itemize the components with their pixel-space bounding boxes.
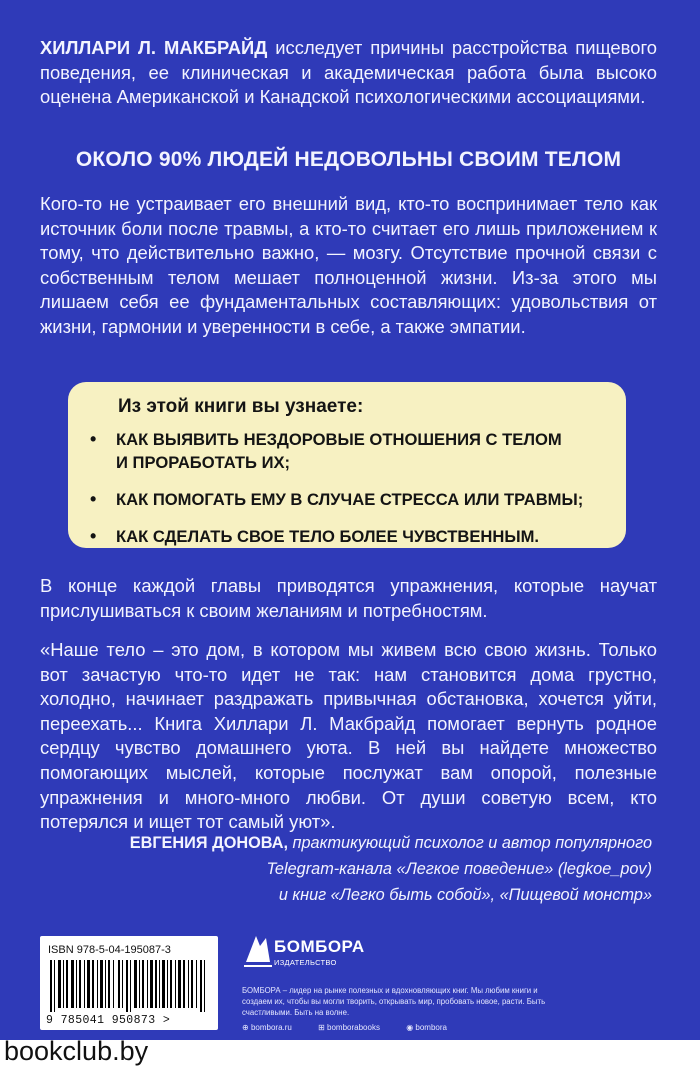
barcode-card [40, 936, 218, 1030]
bullet-icon: • [90, 489, 97, 509]
learn-list-item: • КАК ПОМОГАТЬ ЕМУ В СЛУЧАЕ СТРЕССА ИЛИ ТРАВМЫ; [90, 489, 584, 509]
learn-list-item: • КАК ВЫЯВИТЬ НЕЗДОРОВЫЕ ОТНОШЕНИЯ С ТЕЛОМ И ПРОРАБОТАТЬ ИХ; [90, 429, 562, 472]
publisher-sub: ИЗДАТЕЛЬСТВО [274, 958, 337, 967]
description: Кого-то не устраивает его внешний вид, кто-то воспринимает тело как источник боли после травмы, а кто-то считает его лишь приложением к тому, что действительно важно, — мозгу. Отсутствие прочной связи с собственным телом мешает полноценной жизни. Из-за этого мы лишаем себя ее фундаментальных составляющих: удовольствия от жизни, гармонии и уверенности в себе, а также эмпатии. [40, 193, 657, 337]
exercises-note: В конце каждой главы приводятся упражнения, которые научат прислушиваться к своим желаниям и потребностям. [40, 575, 657, 621]
learn-box-title: Из этой книги вы узнаете: [118, 396, 364, 417]
learn-list-item: • КАК СДЕЛАТЬ СВОЕ ТЕЛО БОЛЕЕ ЧУВСТВЕННЫМ. [90, 526, 540, 546]
author-intro-text: исследует причины расстройства пищевого поведения, ее клиническая и академическая работа была высоко оценена Американской и Канадской психологическими ассоциациями. [40, 37, 657, 108]
barcode-number: 9 785041 950873 > [46, 1014, 171, 1027]
bullet-icon: • [90, 429, 97, 449]
author-intro [40, 36, 657, 110]
barcode-icon [48, 960, 210, 1012]
publisher-socials [242, 1023, 471, 1032]
social-link[interactable]: ◉ bombora [406, 1023, 447, 1032]
bullet-icon: • [90, 526, 97, 546]
watermark: bookclub.by [4, 1036, 149, 1066]
headline: ОКОЛО 90% ЛЮДЕЙ НЕДОВОЛЬНЫ СВОИМ ТЕЛОМ [75, 148, 622, 171]
learn-box [68, 382, 626, 548]
quote-attribution: ЕВГЕНИЯ ДОНОВА, практикующий психолог и автор популярного Telegram-канала «Легкое поведение» (legkoe_pov) и книг «Легко быть собой», «Пищевой монстр» [129, 834, 652, 904]
reviewer-name: ЕВГЕНИЯ ДОНОВА, [129, 834, 289, 852]
publisher-note: БОМБОРА – лидер на рынке полезных и вдохновляющих книг. Мы любим книги и создаем их, чтобы вы могли творить, открывать мир, пробовать новое, расти. Быть счастливыми. Быть на волне. [242, 986, 546, 1017]
review-quote: «Наше тело – это дом, в котором мы живем всю свою жизнь. Только вот зачастую что-то идет не так: нам становится дома грустно, холодно, начинает раздражать привычная обстановка, хочется уйти, переехать... Книга Хиллари Л. Макбрайд помогает вернуть родное сердцу чувство домашнего уюта. В ней вы найдете множество помогающих мыслей, которые послужат вам опорой, полезные упражнения и много-много любви. От души советую всем, кто потерялся и ищет тот самый уют». [40, 639, 657, 833]
publisher-name: БОМБОРА [274, 937, 365, 956]
isbn-label: ISBN 978-5-04-195087-3 [48, 944, 171, 956]
learn-list [90, 428, 626, 562]
vk-link[interactable]: ⊞ bomborabooks [318, 1023, 380, 1032]
website-link[interactable]: ⊕ bombora.ru [242, 1023, 292, 1032]
author-name: ХИЛЛАРИ Л. МАКБРАЙД [40, 37, 268, 58]
